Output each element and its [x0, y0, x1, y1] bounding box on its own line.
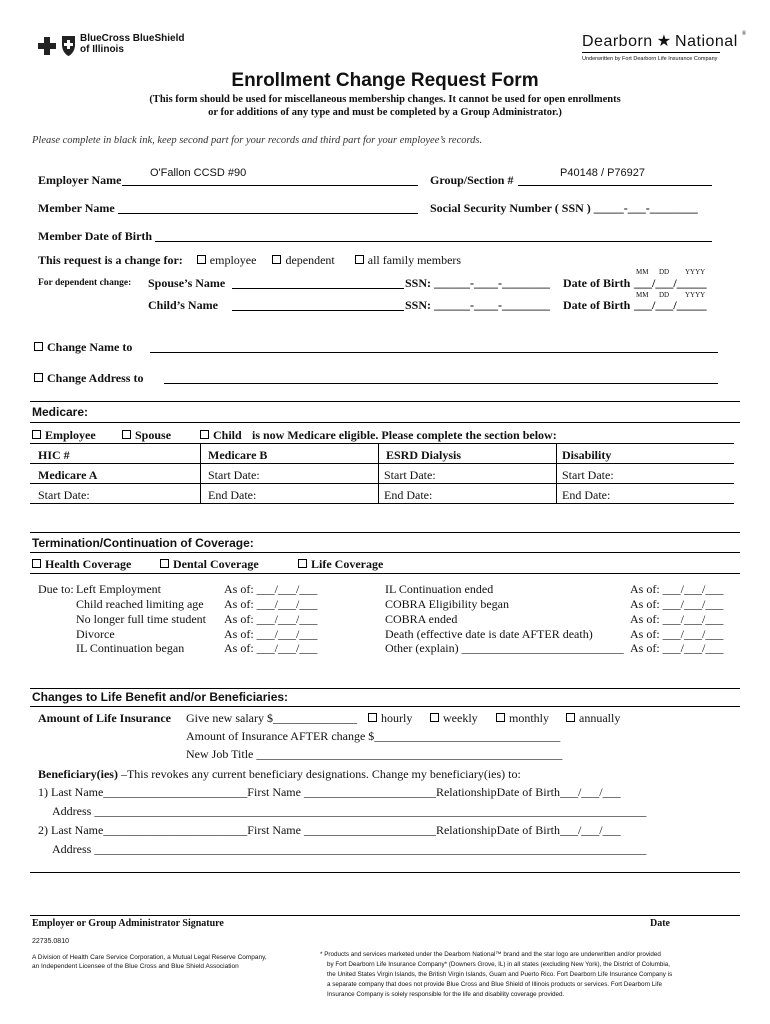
medicare-b-start-field[interactable]: Start Date:: [208, 468, 260, 482]
as-of-date-field[interactable]: As of: ___/___/___: [224, 627, 318, 641]
new-salary-field[interactable]: Give new salary $______________: [186, 711, 357, 725]
employer-name-input[interactable]: O'Fallon CCSD #90: [150, 167, 247, 179]
spouse-name-label: Spouse’s Name: [148, 276, 226, 290]
footer-disclaimer: * Products and services marketed under the Dearborn National™ brand and the star logo are underwritten and/or provided by Fort Dearborn Life Insurance Company* (Downers Grove, IL) in all states (excluding New York), the District of Columbia, the United States Virgin Islands, the British Virgin Islands, Guam and Puerto Rico. Fort Dearborn Life Insurance Company is a separate company that does not provide Blue Cross and Blue Shield of Illinois products or services. Fort Dearborn Life Insurance Company is solely responsible for the life and disability coverage provided.: [320, 951, 673, 998]
reason-child-limiting-age: Child reached limiting age: [76, 597, 204, 611]
subtitle-line-2: or for additions of any type and must be completed by a Group Administrator.): [208, 107, 562, 118]
beneficiary-1-address-field[interactable]: Address ____________________________________________________________________________________________: [52, 804, 647, 818]
star-icon: ★: [656, 33, 672, 50]
medicare-employee-checkbox[interactable]: Employee: [32, 428, 96, 443]
as-of-date-field[interactable]: As of: ___/___/___: [630, 641, 724, 655]
bcbs-logo: [38, 33, 78, 59]
dependent-change-label: For dependent change:: [38, 278, 132, 288]
change-name-checkbox[interactable]: Change Name to: [34, 340, 132, 355]
request-employee-checkbox[interactable]: employee: [197, 253, 257, 267]
underwritten-by: Underwritten by Fort Dearborn Life Insurance Company: [582, 56, 718, 62]
group-section-label: Group/Section #: [430, 173, 514, 187]
employer-name-label: Employer Name: [38, 173, 122, 187]
change-name-input[interactable]: [150, 352, 718, 353]
reason-other-explain-field[interactable]: Other (explain) ___________________________: [385, 641, 624, 655]
medicare-a-start-field[interactable]: Start Date:: [38, 488, 90, 502]
mm-label: MM: [636, 291, 649, 299]
new-job-title-field[interactable]: New Job Title ___________________________________________________: [186, 747, 563, 761]
bcbs-name: BlueCross BlueShield of Illinois: [80, 33, 185, 55]
instructions: Please complete in black ink, keep second part for your records and third part for your employee’s records.: [32, 135, 483, 146]
member-name-input[interactable]: [118, 213, 418, 214]
beneficiary-1-row[interactable]: 1) Last Name________________________First Name ______________________RelationshipDate of Birth___/___/___: [38, 785, 621, 799]
beneficiary-2-row[interactable]: 2) Last Name________________________First Name ______________________RelationshipDate of Birth___/___/___: [38, 823, 621, 837]
dd-label: DD: [659, 291, 670, 299]
health-coverage-checkbox[interactable]: Health Coverage: [32, 557, 131, 572]
yyyy-label: YYYY: [685, 268, 706, 276]
as-of-date-field[interactable]: As of: ___/___/___: [630, 627, 724, 641]
medicare-a-label: Medicare A: [38, 468, 98, 482]
due-to-label: Due to:: [38, 582, 74, 596]
beneficiary-statement: Beneficiary(ies) –This revokes any current beneficiary designations. Change my beneficiary(ies) to:: [38, 767, 521, 781]
employer-name-line: [122, 185, 418, 186]
esrd-start-field[interactable]: Start Date:: [384, 468, 436, 482]
signature-label: Employer or Group Administrator Signature: [32, 918, 224, 929]
member-ssn-field[interactable]: Social Security Number ( SSN ) _____-___-________: [430, 201, 698, 215]
as-of-date-field[interactable]: As of: ___/___/___: [224, 641, 318, 655]
weekly-checkbox[interactable]: weekly: [430, 711, 478, 726]
life-amount-label: Amount of Life Insurance: [38, 711, 172, 725]
reason-cobra-ended: COBRA ended: [385, 612, 458, 626]
esrd-end-field[interactable]: End Date:: [384, 488, 433, 502]
medicare-child-checkbox[interactable]: Child: [200, 428, 242, 443]
esrd-dialysis-label: ESRD Dialysis: [386, 448, 462, 462]
bcbs-cross-shield-icon: [38, 33, 78, 59]
medicare-heading: Medicare:: [32, 405, 89, 419]
life-coverage-checkbox[interactable]: Life Coverage: [298, 557, 383, 572]
change-address-input[interactable]: [164, 383, 718, 384]
medicare-spouse-checkbox[interactable]: Spouse: [122, 428, 171, 443]
as-of-date-field[interactable]: As of: ___/___/___: [224, 582, 318, 596]
reason-il-continuation-ended: IL Continuation ended: [385, 582, 494, 596]
disability-start-field[interactable]: Start Date:: [562, 468, 614, 482]
date-label: Date: [650, 918, 670, 929]
spouse-dob-input[interactable]: ___/___/_____: [634, 276, 707, 290]
child-dob-label: Date of Birth: [563, 298, 631, 312]
reason-il-continuation-began: IL Continuation began: [76, 641, 185, 655]
annually-checkbox[interactable]: annually: [566, 711, 620, 726]
medicare-b-end-field[interactable]: End Date:: [208, 488, 257, 502]
request-row: [38, 253, 461, 268]
life-benefit-heading: Changes to Life Benefit and/or Beneficiaries:: [32, 690, 289, 704]
hourly-checkbox[interactable]: hourly: [368, 711, 412, 726]
as-of-date-field[interactable]: As of: ___/___/___: [630, 612, 724, 626]
yyyy-label: YYYY: [685, 291, 706, 299]
termination-heading: Termination/Continuation of Coverage:: [32, 536, 254, 550]
member-dob-input[interactable]: [155, 241, 712, 242]
reason-cobra-eligibility-began: COBRA Eligibility began: [385, 597, 510, 611]
medicare-eligible-text: is now Medicare eligible. Please complete the section below:: [252, 428, 557, 442]
dental-coverage-checkbox[interactable]: Dental Coverage: [160, 557, 259, 572]
child-dob-input[interactable]: ___/___/_____: [634, 298, 707, 312]
subtitle-line-1: (This form should be used for miscellaneous membership changes. It cannot be used for open enrollments: [149, 94, 621, 105]
as-of-date-field[interactable]: As of: ___/___/___: [630, 597, 724, 611]
request-all-family-checkbox[interactable]: all family members: [355, 253, 461, 267]
member-dob-label: Member Date of Birth: [38, 229, 153, 243]
group-section-input[interactable]: P40148 / P76927: [560, 167, 646, 179]
spouse-name-input[interactable]: [232, 288, 404, 289]
monthly-checkbox[interactable]: monthly: [496, 711, 549, 726]
mm-label: MM: [636, 268, 649, 276]
change-address-checkbox[interactable]: Change Address to: [34, 371, 143, 386]
signature-line[interactable]: [30, 915, 740, 916]
request-label: This request is a change for:: [38, 253, 183, 267]
as-of-date-field[interactable]: As of: ___/___/___: [224, 612, 318, 626]
group-section-line: [518, 185, 712, 186]
reason-not-full-time-student: No longer full time student: [76, 612, 206, 626]
medicare-hic-label: HIC #: [38, 448, 70, 462]
spouse-dob-label: Date of Birth: [563, 276, 631, 290]
page-title: Enrollment Change Request Form: [231, 70, 539, 91]
medicare-b-label: Medicare B: [208, 448, 268, 462]
member-name-label: Member Name: [38, 201, 115, 215]
child-ssn-field[interactable]: SSN: ______-____-________: [405, 298, 551, 312]
reason-divorce: Divorce: [76, 627, 115, 641]
child-name-label: Child’s Name: [148, 298, 218, 312]
as-of-date-field[interactable]: As of: ___/___/___: [630, 582, 724, 596]
disability-label: Disability: [562, 448, 612, 462]
reason-left-employment: Left Employment: [76, 582, 161, 596]
form-number: 22735.0810: [32, 938, 69, 945]
disability-end-field[interactable]: End Date:: [562, 488, 611, 502]
reason-death: Death (effective date is date AFTER death): [385, 627, 593, 641]
beneficiary-2-address-field[interactable]: Address ____________________________________________________________________________________________: [52, 842, 647, 856]
as-of-date-field[interactable]: As of: ___/___/___: [224, 597, 318, 611]
child-name-input[interactable]: [232, 310, 404, 311]
spouse-ssn-field[interactable]: SSN: ______-____-________: [405, 276, 551, 290]
dd-label: DD: [659, 268, 670, 276]
insurance-after-change-field[interactable]: Amount of Insurance AFTER change $_______________________________: [186, 729, 561, 743]
request-dependent-checkbox[interactable]: dependent: [272, 253, 334, 267]
footer-left-text: A Division of Health Care Service Corporation, a Mutual Legal Reserve Company, an Independent Licensee of the Blue Cross and Blue Shield Association: [32, 954, 267, 970]
dearborn-logo: Dearborn ★ National ®: [582, 31, 747, 50]
